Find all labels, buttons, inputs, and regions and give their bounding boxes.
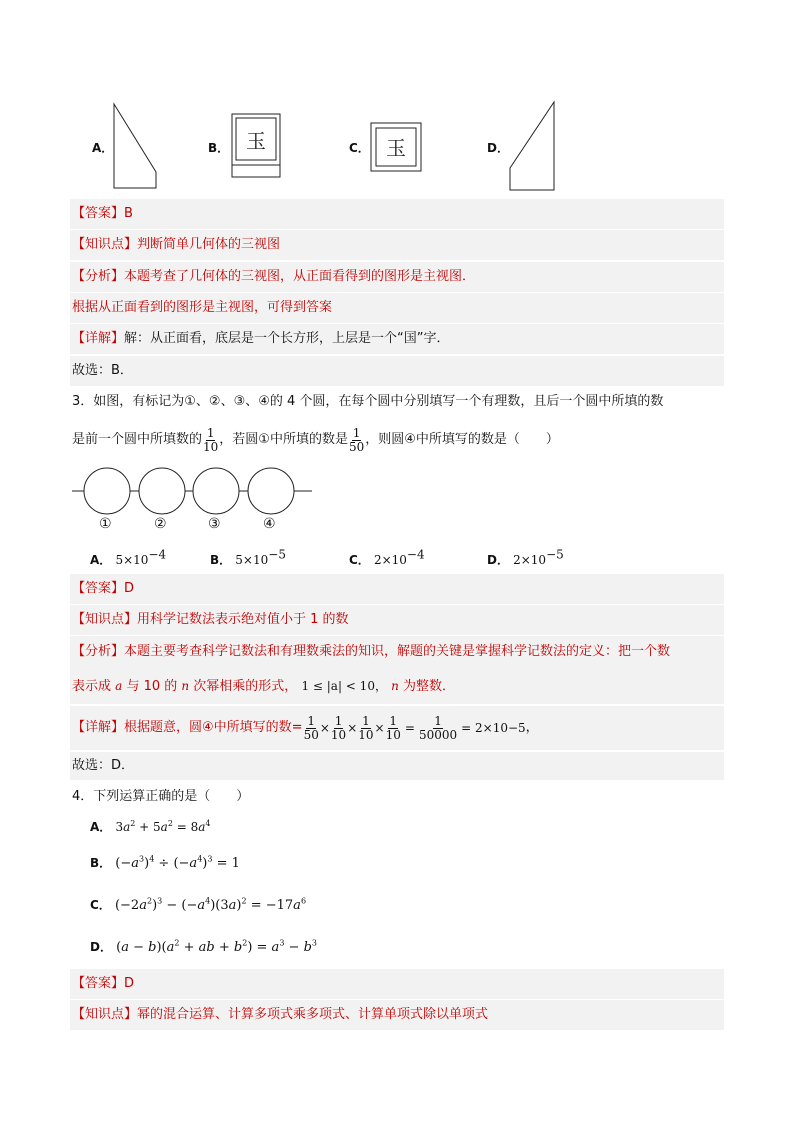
q2-choose: 故选：B． bbox=[72, 363, 133, 378]
detail-text: 根据题意，圆④中所填写的数= bbox=[124, 720, 303, 735]
analysis2-text-b: 与 10 的 bbox=[126, 679, 178, 694]
var-n2: n bbox=[391, 679, 399, 693]
q2-answer-bar bbox=[70, 199, 724, 229]
option-label: C． bbox=[349, 553, 370, 567]
svg-text:玉: 玉 bbox=[386, 136, 406, 160]
q4-option-c bbox=[90, 896, 306, 913]
q3-option-d bbox=[487, 547, 564, 568]
q2-figure-a bbox=[110, 100, 160, 192]
option-coef: 2×10 bbox=[373, 553, 407, 567]
option-coef: 5×10 bbox=[115, 553, 149, 567]
answer-tag: 【答案】 bbox=[72, 581, 125, 596]
q2-option-c-label: C． bbox=[349, 141, 370, 155]
q4-option-c-math: $(-2a^2)^3 - (-a^4)(3a)^2 = -17a^6$ bbox=[114, 896, 307, 913]
detail-frac-2 bbox=[331, 715, 346, 742]
analysis-text: 本题考查了几何体的三视图，从正面看得到的图形是主视图． bbox=[124, 269, 476, 284]
option-label: A． bbox=[90, 553, 112, 567]
option-exp: −5 bbox=[546, 547, 564, 562]
q3-option-c bbox=[349, 547, 425, 568]
option-coef: 2×10 bbox=[513, 553, 547, 567]
svg-text:玉: 玉 bbox=[246, 129, 266, 153]
kp-text: 用科学记数法表示绝对值小于 1 的数 bbox=[137, 612, 349, 627]
times-sign: × bbox=[347, 721, 358, 735]
circle-label-4: ④ bbox=[263, 516, 276, 532]
times-sign: × bbox=[374, 721, 385, 735]
q2-detail bbox=[72, 330, 450, 348]
answer-value: B bbox=[124, 206, 133, 221]
frac-denominator: 10 bbox=[358, 727, 374, 742]
detail-text: 解：从正面看，底层是一个长方形，上层是一个“国”字． bbox=[124, 331, 450, 346]
q3-knowledge-point bbox=[72, 611, 349, 629]
frac-denominator: 10 bbox=[330, 727, 347, 742]
kp-tag: 【知识点】 bbox=[72, 612, 138, 627]
detail-frac-3 bbox=[358, 715, 373, 742]
q4-answer bbox=[72, 975, 134, 993]
q2-knowledge-point bbox=[72, 236, 280, 254]
q3-stem-text-a: 是前一个圆中所填数的 bbox=[72, 432, 203, 447]
q3-circles-figure bbox=[72, 466, 316, 518]
comma: ， bbox=[525, 720, 539, 735]
q4-answer-bar bbox=[70, 969, 724, 999]
q2-figure-c bbox=[368, 120, 424, 174]
analysis-tag: 【分析】 bbox=[72, 269, 125, 284]
detail-tag: 【详解】 bbox=[72, 331, 125, 346]
q2-figure-d bbox=[506, 98, 558, 194]
frac-denominator: 10 bbox=[385, 727, 401, 742]
inequality: 1 ≤ |a| < 10， bbox=[301, 679, 387, 693]
option-exp: −4 bbox=[406, 547, 425, 562]
circle-label-2: ② bbox=[154, 516, 167, 532]
q2-analysis bbox=[72, 268, 475, 286]
q2-answer bbox=[72, 205, 133, 223]
frac-numerator: 1 bbox=[307, 713, 316, 728]
q3-stem-text-b: ，若圆①中所填的数是 bbox=[219, 432, 348, 447]
option-label: B． bbox=[90, 856, 112, 870]
q2-analysis-line2: 根据从正面看到的图形是主视图，可得到答案 bbox=[72, 300, 333, 315]
equals-sign: = bbox=[404, 721, 415, 735]
detail-tag: 【详解】 bbox=[72, 720, 125, 735]
circle-label-3: ③ bbox=[208, 516, 221, 532]
answer-value: D bbox=[124, 976, 135, 991]
frac-denominator: 50 bbox=[303, 727, 319, 742]
var-n: n bbox=[181, 679, 190, 693]
fraction-1-10 bbox=[203, 427, 218, 454]
detail-frac-1 bbox=[304, 715, 319, 742]
detail-tail: = 2×10 bbox=[461, 721, 508, 735]
q4-option-a-math: $3a^2 + 5a^2 = 8a^4$ bbox=[115, 819, 211, 834]
q2-option-a-label: A． bbox=[92, 141, 114, 155]
q4-option-b-math: $(-a^3)^4 \div (-a^4)^3 = 1$ bbox=[115, 854, 240, 871]
times-sign: × bbox=[319, 721, 330, 735]
frac-numerator: 1 bbox=[334, 713, 343, 728]
frac-numerator: 1 bbox=[362, 713, 370, 728]
q3-option-b bbox=[210, 547, 286, 568]
detail-frac-4 bbox=[386, 715, 401, 742]
fraction-1-50 bbox=[349, 427, 364, 454]
option-label: C． bbox=[90, 898, 111, 912]
kp-text: 判断简单几何体的三视图 bbox=[137, 237, 281, 252]
frac-denominator: 50000 bbox=[418, 727, 458, 742]
q3-analysis-line2 bbox=[72, 677, 455, 696]
frac-denominator: 10 bbox=[203, 439, 219, 454]
analysis2-text-a: 表示成 bbox=[72, 679, 112, 694]
option-label: D． bbox=[90, 940, 112, 954]
q3-choose-bar bbox=[70, 752, 724, 780]
kp-text: 幂的混合运算、计算多项式乘多项式、计算单项式除以单项式 bbox=[137, 1007, 489, 1022]
q3-answer-bar bbox=[70, 574, 724, 604]
answer-value: D bbox=[124, 581, 135, 596]
q3-analysis bbox=[72, 643, 670, 661]
option-label: D． bbox=[487, 553, 509, 567]
detail-result-frac bbox=[419, 715, 457, 742]
option-label: A． bbox=[90, 820, 112, 834]
circle-label-1: ① bbox=[99, 516, 112, 532]
answer-tag: 【答案】 bbox=[72, 206, 125, 221]
q4-knowledge-point bbox=[72, 1006, 488, 1024]
frac-numerator: 1 bbox=[434, 713, 442, 728]
frac-numerator: 1 bbox=[206, 425, 215, 440]
analysis2-text-c: 次幂相乘的形式， bbox=[193, 679, 298, 694]
q2-choose-bar bbox=[70, 356, 724, 386]
analysis2-text-d: 为整数． bbox=[402, 679, 455, 694]
q3-stem-line1: 3．如图，有标记为①、②、③、④的 4 个圆，在每个圆中分别填写一个有理数，且后一个圆中所填的数 bbox=[72, 394, 664, 409]
q2-option-d-label: D． bbox=[487, 141, 509, 155]
q4-option-d bbox=[90, 938, 317, 955]
frac-denominator: 50 bbox=[348, 439, 365, 454]
option-label: B． bbox=[210, 553, 232, 567]
q4-option-a bbox=[90, 818, 210, 835]
q4-option-d-math: $(a - b)(a^2$ + ab + $b^2) = a^3 - b^3$ bbox=[116, 938, 317, 955]
answer-tag: 【答案】 bbox=[72, 976, 125, 991]
frac-numerator: 1 bbox=[352, 425, 361, 440]
q3-answer bbox=[72, 580, 134, 598]
q3-choose: 故选：D． bbox=[72, 758, 135, 773]
kp-tag: 【知识点】 bbox=[72, 1007, 138, 1022]
q3-detail: 【详解】 根据题意，圆④中所填写的数= $\frac{1}{50}$ × $\frac{1}{10}$ × $\frac{1}{10}$ × $\frac{1}{10}$ = $\frac{1}{50000}$ = 2×10 −5 ， bbox=[72, 713, 539, 742]
analysis-text: 本题主要考查科学记数法和有理数乘法的知识，解题的关键是掌握科学记数法的定义：把一个数 bbox=[124, 644, 671, 659]
q3-stem-text-c: ，则圆④中所填写的数是（ ） bbox=[365, 432, 559, 447]
kp-tag: 【知识点】 bbox=[72, 237, 138, 252]
analysis-tag: 【分析】 bbox=[72, 644, 125, 659]
option-exp: −4 bbox=[148, 547, 167, 562]
option-exp: −5 bbox=[268, 547, 286, 562]
q2-figure-b bbox=[228, 110, 284, 178]
q4-stem: 4．下列运算正确的是（ ） bbox=[72, 789, 250, 804]
q3-stem-line2 bbox=[72, 424, 559, 456]
q3-option-a bbox=[90, 547, 167, 568]
frac-numerator: 1 bbox=[389, 713, 398, 728]
option-coef: 5×10 bbox=[235, 553, 269, 567]
q2-option-b-label: B． bbox=[208, 141, 230, 155]
var-a: a bbox=[115, 679, 123, 693]
q4-option-b bbox=[90, 854, 240, 871]
